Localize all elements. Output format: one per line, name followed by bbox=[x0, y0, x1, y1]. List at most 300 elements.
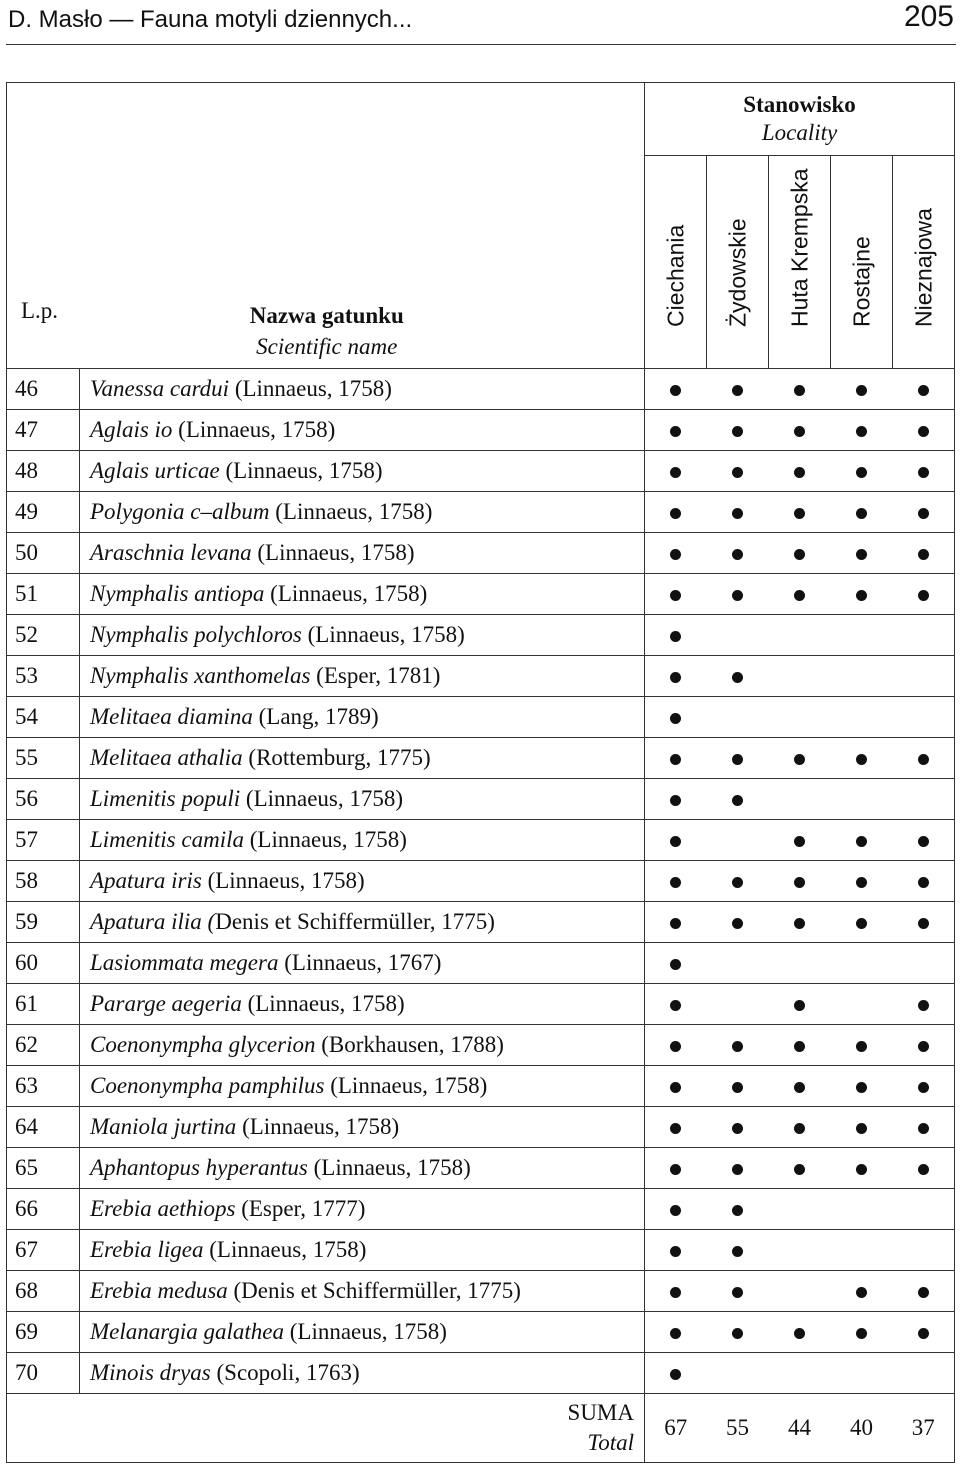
presence-cell bbox=[831, 984, 893, 1025]
presence-cell bbox=[707, 820, 769, 861]
presence-cell bbox=[893, 369, 955, 410]
table-row bbox=[7, 451, 955, 492]
presence-dot-icon bbox=[670, 1082, 681, 1093]
presence-cell bbox=[707, 779, 769, 820]
presence-dot-icon bbox=[856, 385, 867, 396]
species-binomial: Limenitis populi bbox=[90, 786, 241, 811]
row-number: 67 bbox=[7, 1230, 80, 1271]
presence-cell bbox=[831, 738, 893, 779]
presence-cell bbox=[893, 574, 955, 615]
presence-dot-icon bbox=[794, 467, 805, 478]
presence-dot-icon bbox=[856, 1328, 867, 1339]
presence-cell bbox=[893, 697, 955, 738]
species-author: (Linnaeus, 1758) bbox=[264, 581, 428, 606]
presence-dot-icon bbox=[732, 1082, 743, 1093]
presence-dot-icon bbox=[794, 549, 805, 560]
presence-cell bbox=[893, 1230, 955, 1271]
presence-dot-icon bbox=[918, 1164, 929, 1175]
presence-cell bbox=[893, 1148, 955, 1189]
row-number: 58 bbox=[7, 861, 80, 902]
presence-dot-icon bbox=[794, 426, 805, 437]
presence-dot-icon bbox=[918, 754, 929, 765]
presence-cell bbox=[707, 410, 769, 451]
presence-cell bbox=[769, 1230, 831, 1271]
table-row bbox=[7, 984, 955, 1025]
presence-cell bbox=[831, 369, 893, 410]
presence-dot-icon bbox=[794, 918, 805, 929]
presence-cell bbox=[707, 984, 769, 1025]
presence-cell bbox=[893, 1271, 955, 1312]
table-row bbox=[7, 574, 955, 615]
presence-dot-icon bbox=[670, 1205, 681, 1216]
presence-cell bbox=[645, 1189, 707, 1230]
presence-dot-icon bbox=[732, 1246, 743, 1257]
species-binomial: Nymphalis polychloros bbox=[90, 622, 302, 647]
presence-cell bbox=[769, 902, 831, 943]
presence-dot-icon bbox=[670, 1000, 681, 1011]
presence-cell bbox=[769, 410, 831, 451]
row-number: 63 bbox=[7, 1066, 80, 1107]
presence-cell bbox=[769, 1025, 831, 1066]
presence-cell bbox=[645, 1271, 707, 1312]
locality-nieznajowa-header: Nieznajowa bbox=[893, 156, 955, 369]
presence-dot-icon bbox=[856, 426, 867, 437]
presence-cell bbox=[769, 615, 831, 656]
presence-dot-icon bbox=[732, 467, 743, 478]
presence-cell bbox=[831, 861, 893, 902]
presence-dot-icon bbox=[794, 877, 805, 888]
species-author: (Rottemburg, 1775) bbox=[242, 745, 431, 770]
species-name bbox=[80, 1271, 645, 1312]
species-name bbox=[80, 738, 645, 779]
presence-cell bbox=[831, 1107, 893, 1148]
table-row bbox=[7, 697, 955, 738]
presence-dot-icon bbox=[670, 1246, 681, 1257]
presence-cell bbox=[645, 943, 707, 984]
presence-dot-icon bbox=[732, 1287, 743, 1298]
presence-dot-icon bbox=[670, 590, 681, 601]
presence-dot-icon bbox=[794, 754, 805, 765]
total-label: SUMA bbox=[567, 1400, 634, 1425]
presence-cell bbox=[831, 615, 893, 656]
presence-cell bbox=[893, 1353, 955, 1394]
species-binomial: Polygonia c–album bbox=[90, 499, 270, 524]
species-name bbox=[80, 492, 645, 533]
species-binomial: Melitaea diamina bbox=[90, 704, 253, 729]
presence-cell bbox=[893, 451, 955, 492]
table-row bbox=[7, 861, 955, 902]
species-author: (Linnaeus, 1758) bbox=[301, 622, 465, 647]
presence-cell bbox=[645, 902, 707, 943]
species-binomial: Nymphalis xanthomelas bbox=[90, 663, 311, 688]
species-author: (Linnaeus, 1758) bbox=[251, 540, 415, 565]
presence-cell bbox=[707, 738, 769, 779]
presence-dot-icon bbox=[856, 1123, 867, 1134]
table-row bbox=[7, 369, 955, 410]
presence-dot-icon bbox=[918, 877, 929, 888]
presence-dot-icon bbox=[918, 1287, 929, 1298]
presence-cell bbox=[769, 1312, 831, 1353]
table-row bbox=[7, 533, 955, 574]
row-number: 52 bbox=[7, 615, 80, 656]
species-name bbox=[80, 1230, 645, 1271]
presence-cell bbox=[769, 369, 831, 410]
presence-dot-icon bbox=[794, 590, 805, 601]
presence-cell bbox=[769, 984, 831, 1025]
table-row bbox=[7, 1271, 955, 1312]
species-author: (Esper, 1777) bbox=[235, 1196, 366, 1221]
species-binomial: Erebia aethiops bbox=[90, 1196, 236, 1221]
presence-dot-icon bbox=[918, 1123, 929, 1134]
presence-dot-icon bbox=[670, 1041, 681, 1052]
presence-dot-icon bbox=[670, 631, 681, 642]
species-author: Denis et Schiffermüller, 1775) bbox=[215, 909, 495, 934]
locality-label-en: Locality bbox=[761, 120, 838, 145]
species-binomial: Lasiommata megera bbox=[90, 950, 279, 975]
presence-cell bbox=[831, 1189, 893, 1230]
header-rule bbox=[6, 44, 956, 45]
presence-dot-icon bbox=[732, 795, 743, 806]
table-row bbox=[7, 656, 955, 697]
presence-cell bbox=[769, 738, 831, 779]
species-name bbox=[80, 410, 645, 451]
species-author: (Linnaeus, 1758) bbox=[324, 1073, 488, 1098]
species-author: (Linnaeus, 1758) bbox=[201, 868, 365, 893]
presence-cell bbox=[707, 451, 769, 492]
species-name-header bbox=[80, 83, 645, 369]
species-binomial: Limenitis camila bbox=[90, 827, 244, 852]
species-binomial: Aglais urticae bbox=[90, 458, 220, 483]
presence-cell bbox=[893, 1025, 955, 1066]
species-author: (Linnaeus, 1758) bbox=[307, 1155, 471, 1180]
presence-cell bbox=[769, 492, 831, 533]
species-name bbox=[80, 697, 645, 738]
presence-dot-icon bbox=[670, 467, 681, 478]
presence-cell bbox=[893, 820, 955, 861]
presence-cell bbox=[645, 369, 707, 410]
presence-cell bbox=[769, 1148, 831, 1189]
row-number: 60 bbox=[7, 943, 80, 984]
table-row bbox=[7, 492, 955, 533]
presence-cell bbox=[645, 1025, 707, 1066]
row-number: 46 bbox=[7, 369, 80, 410]
presence-dot-icon bbox=[856, 549, 867, 560]
presence-dot-icon bbox=[918, 385, 929, 396]
presence-cell bbox=[645, 738, 707, 779]
presence-cell bbox=[831, 1025, 893, 1066]
species-name bbox=[80, 1148, 645, 1189]
presence-dot-icon bbox=[732, 1041, 743, 1052]
presence-dot-icon bbox=[918, 836, 929, 847]
presence-dot-icon bbox=[732, 385, 743, 396]
species-binomial: Coenonympha pamphilus bbox=[90, 1073, 325, 1098]
presence-cell bbox=[645, 697, 707, 738]
presence-dot-icon bbox=[732, 508, 743, 519]
row-number: 54 bbox=[7, 697, 80, 738]
species-binomial: Melanargia galathea bbox=[90, 1319, 284, 1344]
presence-dot-icon bbox=[670, 918, 681, 929]
presence-cell bbox=[707, 656, 769, 697]
presence-dot-icon bbox=[732, 672, 743, 683]
presence-cell bbox=[645, 1312, 707, 1353]
presence-cell bbox=[831, 943, 893, 984]
locality-huta-krempska-header: Huta Krempska bbox=[769, 156, 831, 369]
presence-cell bbox=[769, 943, 831, 984]
table-row bbox=[7, 615, 955, 656]
table-row bbox=[7, 902, 955, 943]
presence-dot-icon bbox=[670, 836, 681, 847]
presence-cell bbox=[831, 779, 893, 820]
presence-dot-icon bbox=[670, 795, 681, 806]
presence-dot-icon bbox=[670, 1287, 681, 1298]
presence-cell bbox=[893, 410, 955, 451]
row-number: 48 bbox=[7, 451, 80, 492]
page-number: 205 bbox=[903, 0, 954, 33]
species-name bbox=[80, 656, 645, 697]
presence-cell bbox=[645, 820, 707, 861]
presence-cell bbox=[769, 1353, 831, 1394]
presence-dot-icon bbox=[794, 508, 805, 519]
lp-header: L.p. bbox=[7, 83, 80, 369]
presence-dot-icon bbox=[670, 1123, 681, 1134]
total-label-en: Total bbox=[587, 1430, 634, 1455]
presence-dot-icon bbox=[732, 1164, 743, 1175]
presence-cell bbox=[645, 615, 707, 656]
presence-dot-icon bbox=[856, 836, 867, 847]
presence-cell bbox=[831, 410, 893, 451]
presence-cell bbox=[893, 1107, 955, 1148]
row-number: 62 bbox=[7, 1025, 80, 1066]
presence-cell bbox=[645, 451, 707, 492]
presence-cell bbox=[831, 902, 893, 943]
species-author: (Linnaeus, 1758) bbox=[269, 499, 433, 524]
presence-cell bbox=[831, 451, 893, 492]
locality-zydowskie-header: Żydowskie bbox=[707, 156, 769, 369]
presence-dot-icon bbox=[856, 1164, 867, 1175]
species-author: (Linnaeus, 1758) bbox=[229, 376, 392, 401]
presence-cell bbox=[893, 1312, 955, 1353]
locality-ciechania-header: Ciechania bbox=[645, 156, 707, 369]
total-nieznajowa: 37 bbox=[893, 1394, 955, 1463]
presence-cell bbox=[707, 902, 769, 943]
presence-dot-icon bbox=[794, 1164, 805, 1175]
table-row bbox=[7, 1107, 955, 1148]
species-binomial: Erebia ligea bbox=[90, 1237, 204, 1262]
table-body bbox=[7, 369, 955, 1394]
presence-cell bbox=[769, 533, 831, 574]
species-name bbox=[80, 779, 645, 820]
presence-cell bbox=[707, 943, 769, 984]
species-author: (Linnaeus, 1767) bbox=[278, 950, 442, 975]
species-author: (Lang, 1789) bbox=[252, 704, 379, 729]
locality-header bbox=[645, 83, 955, 156]
presence-cell bbox=[707, 533, 769, 574]
presence-cell bbox=[893, 861, 955, 902]
species-name bbox=[80, 1066, 645, 1107]
presence-cell bbox=[893, 738, 955, 779]
row-number: 55 bbox=[7, 738, 80, 779]
presence-cell bbox=[645, 656, 707, 697]
species-author: (Linnaeus, 1758) bbox=[240, 786, 404, 811]
row-number: 61 bbox=[7, 984, 80, 1025]
presence-cell bbox=[769, 1107, 831, 1148]
species-author: (Linnaeus, 1758) bbox=[283, 1319, 447, 1344]
table-row bbox=[7, 1066, 955, 1107]
presence-dot-icon bbox=[670, 672, 681, 683]
species-binomial: Nymphalis antiopa bbox=[90, 581, 265, 606]
species-binomial: Aglais io bbox=[90, 417, 173, 442]
presence-cell bbox=[645, 1353, 707, 1394]
species-name bbox=[80, 1107, 645, 1148]
presence-dot-icon bbox=[670, 508, 681, 519]
table-row bbox=[7, 1025, 955, 1066]
total-zydowskie: 55 bbox=[707, 1394, 769, 1463]
locality-rostajne-header: Rostajne bbox=[831, 156, 893, 369]
presence-dot-icon bbox=[918, 1082, 929, 1093]
table-row bbox=[7, 1148, 955, 1189]
row-number: 47 bbox=[7, 410, 80, 451]
row-number: 64 bbox=[7, 1107, 80, 1148]
presence-cell bbox=[769, 1189, 831, 1230]
presence-cell bbox=[831, 574, 893, 615]
presence-cell bbox=[645, 861, 707, 902]
presence-cell bbox=[645, 1066, 707, 1107]
table-row bbox=[7, 1353, 955, 1394]
row-number: 50 bbox=[7, 533, 80, 574]
species-name bbox=[80, 861, 645, 902]
species-name bbox=[80, 943, 645, 984]
presence-cell bbox=[645, 984, 707, 1025]
species-name bbox=[80, 984, 645, 1025]
species-name bbox=[80, 1312, 645, 1353]
presence-cell bbox=[893, 902, 955, 943]
species-name bbox=[80, 1353, 645, 1394]
presence-cell bbox=[707, 1353, 769, 1394]
presence-dot-icon bbox=[918, 508, 929, 519]
species-author: (Linnaeus, 1758) bbox=[172, 417, 336, 442]
presence-cell bbox=[707, 1107, 769, 1148]
species-name-label-en: Scientific name bbox=[256, 334, 398, 359]
presence-cell bbox=[707, 697, 769, 738]
row-number: 57 bbox=[7, 820, 80, 861]
row-number: 53 bbox=[7, 656, 80, 697]
row-number: 68 bbox=[7, 1271, 80, 1312]
total-row bbox=[7, 1394, 955, 1463]
total-ciechania: 67 bbox=[645, 1394, 707, 1463]
species-binomial: Apatura iris bbox=[90, 868, 202, 893]
presence-cell bbox=[893, 1066, 955, 1107]
row-number: 56 bbox=[7, 779, 80, 820]
presence-cell bbox=[893, 943, 955, 984]
species-name bbox=[80, 574, 645, 615]
presence-dot-icon bbox=[732, 1123, 743, 1134]
species-author: (Scopoli, 1763) bbox=[210, 1360, 360, 1385]
presence-dot-icon bbox=[794, 1000, 805, 1011]
species-binomial: Araschnia levana bbox=[90, 540, 252, 565]
table-row bbox=[7, 943, 955, 984]
locality-label: Stanowisko bbox=[743, 92, 856, 117]
presence-dot-icon bbox=[918, 918, 929, 929]
presence-cell bbox=[831, 1353, 893, 1394]
table-row bbox=[7, 738, 955, 779]
species-binomial: Apatura ilia ( bbox=[90, 909, 216, 934]
presence-dot-icon bbox=[670, 713, 681, 724]
presence-dot-icon bbox=[732, 1328, 743, 1339]
presence-dot-icon bbox=[670, 877, 681, 888]
presence-cell bbox=[769, 820, 831, 861]
presence-cell bbox=[645, 1107, 707, 1148]
row-number: 59 bbox=[7, 902, 80, 943]
presence-dot-icon bbox=[732, 754, 743, 765]
presence-dot-icon bbox=[918, 590, 929, 601]
presence-dot-icon bbox=[856, 1041, 867, 1052]
total-rostajne: 40 bbox=[831, 1394, 893, 1463]
row-number: 69 bbox=[7, 1312, 80, 1353]
presence-cell bbox=[707, 615, 769, 656]
presence-dot-icon bbox=[732, 877, 743, 888]
presence-cell bbox=[893, 533, 955, 574]
species-name bbox=[80, 1025, 645, 1066]
presence-cell bbox=[645, 410, 707, 451]
row-number: 51 bbox=[7, 574, 80, 615]
species-author: (Linnaeus, 1758) bbox=[219, 458, 383, 483]
table-row bbox=[7, 779, 955, 820]
presence-cell bbox=[769, 451, 831, 492]
row-number: 65 bbox=[7, 1148, 80, 1189]
presence-cell bbox=[707, 1312, 769, 1353]
table-row bbox=[7, 410, 955, 451]
species-author: (Denis et Schiffermüller, 1775) bbox=[227, 1278, 521, 1303]
presence-dot-icon bbox=[794, 1123, 805, 1134]
presence-dot-icon bbox=[918, 467, 929, 478]
species-name bbox=[80, 369, 645, 410]
presence-dot-icon bbox=[918, 1041, 929, 1052]
total-label-cell bbox=[7, 1394, 645, 1463]
presence-dot-icon bbox=[732, 918, 743, 929]
presence-cell bbox=[831, 1312, 893, 1353]
presence-dot-icon bbox=[732, 590, 743, 601]
presence-dot-icon bbox=[732, 549, 743, 560]
presence-cell bbox=[707, 1189, 769, 1230]
species-author: (Linnaeus, 1758) bbox=[203, 1237, 367, 1262]
presence-dot-icon bbox=[670, 426, 681, 437]
presence-cell bbox=[893, 1189, 955, 1230]
species-author: (Esper, 1781) bbox=[310, 663, 441, 688]
presence-cell bbox=[645, 492, 707, 533]
presence-cell bbox=[831, 1148, 893, 1189]
species-name bbox=[80, 451, 645, 492]
presence-dot-icon bbox=[918, 1000, 929, 1011]
presence-dot-icon bbox=[856, 1082, 867, 1093]
presence-cell bbox=[769, 1066, 831, 1107]
presence-dot-icon bbox=[918, 1328, 929, 1339]
species-name bbox=[80, 533, 645, 574]
species-binomial: Maniola jurtina bbox=[90, 1114, 237, 1139]
species-author: (Borkhausen, 1788) bbox=[315, 1032, 504, 1057]
presence-cell bbox=[645, 1230, 707, 1271]
table-head bbox=[7, 83, 955, 369]
presence-cell bbox=[707, 1148, 769, 1189]
presence-dot-icon bbox=[794, 1328, 805, 1339]
presence-cell bbox=[769, 574, 831, 615]
presence-cell bbox=[707, 574, 769, 615]
species-table bbox=[6, 82, 955, 1463]
species-author: (Linnaeus, 1758) bbox=[243, 827, 407, 852]
presence-cell bbox=[769, 861, 831, 902]
presence-cell bbox=[893, 984, 955, 1025]
presence-dot-icon bbox=[856, 918, 867, 929]
presence-dot-icon bbox=[732, 1205, 743, 1216]
